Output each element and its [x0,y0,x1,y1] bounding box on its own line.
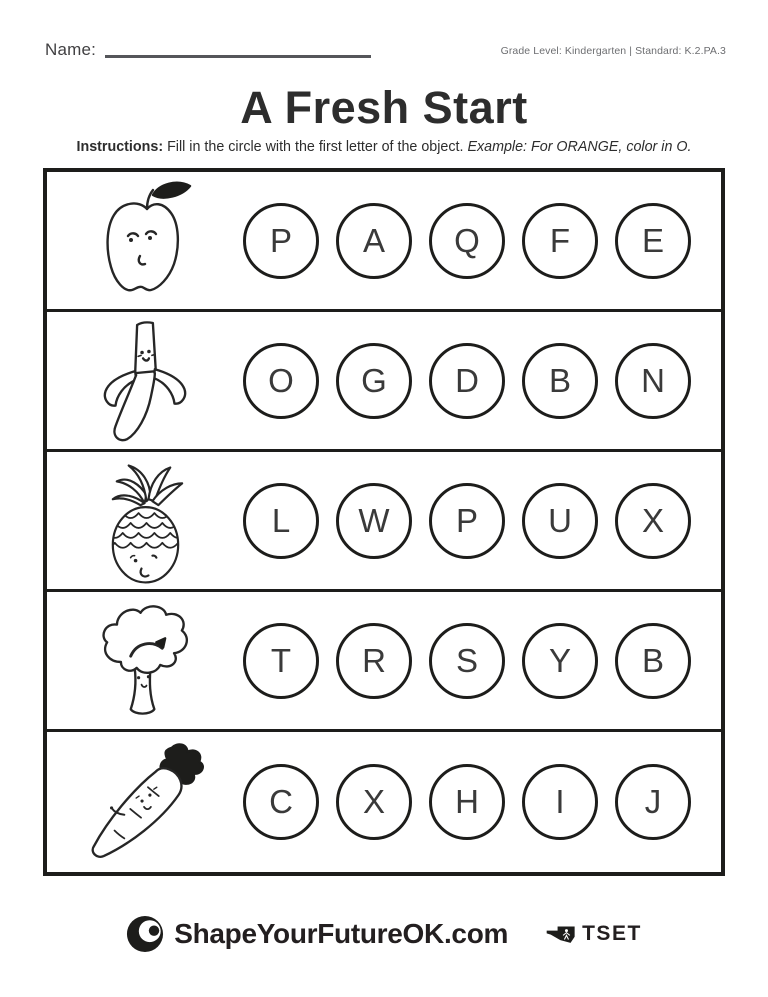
worksheet-grid [43,168,725,876]
letter-circle[interactable]: J [615,764,691,840]
letter-circle[interactable]: D [429,343,505,419]
name-label: Name: [45,40,97,59]
page-title: A Fresh Start [240,82,528,133]
letter-circle[interactable]: P [429,483,505,559]
letter-circle[interactable]: B [615,623,691,699]
letter-circle[interactable]: O [243,343,319,419]
row-banana [47,312,721,452]
letter-circle[interactable]: X [615,483,691,559]
banana-illustration [47,312,243,449]
broccoli-illustration [47,592,243,729]
letter-circle[interactable]: G [336,343,412,419]
letter-circle[interactable]: R [336,623,412,699]
letter-circle[interactable]: H [429,764,505,840]
row-carrot [47,732,721,872]
top-bar [0,0,768,60]
footer [0,915,768,953]
instructions-body: Fill in the circle with the first letter of the object. [167,139,464,155]
letter-options [243,764,691,840]
letter-circle[interactable]: P [243,203,319,279]
letter-options [243,343,691,419]
website-link[interactable]: ShapeYourFutureOK.com [174,918,509,949]
letter-options [243,483,691,559]
letter-circle[interactable]: Q [429,203,505,279]
letter-circle[interactable]: I [522,764,598,840]
pineapple-illustration [47,452,243,589]
tset-logo-icon [546,923,576,945]
letter-options [243,623,691,699]
instructions-label: Instructions: [76,139,164,155]
instructions-text [0,139,768,155]
row-pineapple [47,452,721,592]
letter-options [243,203,691,279]
name-input-line[interactable] [105,55,371,58]
row-broccoli [47,592,721,732]
name-block [45,40,371,60]
letter-circle[interactable]: F [522,203,598,279]
carrot-illustration [47,732,243,872]
letter-circle[interactable]: S [429,623,505,699]
letter-circle[interactable]: N [615,343,691,419]
apple-illustration [47,172,243,309]
letter-circle[interactable]: L [243,483,319,559]
tset-brand [546,922,642,946]
shape-your-future-logo-icon [126,915,164,953]
row-apple [47,172,721,312]
instructions-example: Example: For ORANGE, color in O. [467,139,692,155]
letter-circle[interactable]: E [615,203,691,279]
letter-circle[interactable]: U [522,483,598,559]
letter-circle[interactable]: B [522,343,598,419]
letter-circle[interactable]: Y [522,623,598,699]
letter-circle[interactable]: W [336,483,412,559]
letter-circle[interactable]: X [336,764,412,840]
grade-standard-text: Grade Level: Kindergarten | Standard: K.2.PA.3 [500,45,726,57]
shape-your-future-brand [126,915,508,953]
tset-wordmark: TSET [582,922,642,945]
letter-circle[interactable]: T [243,623,319,699]
letter-circle[interactable]: C [243,764,319,840]
letter-circle[interactable]: A [336,203,412,279]
